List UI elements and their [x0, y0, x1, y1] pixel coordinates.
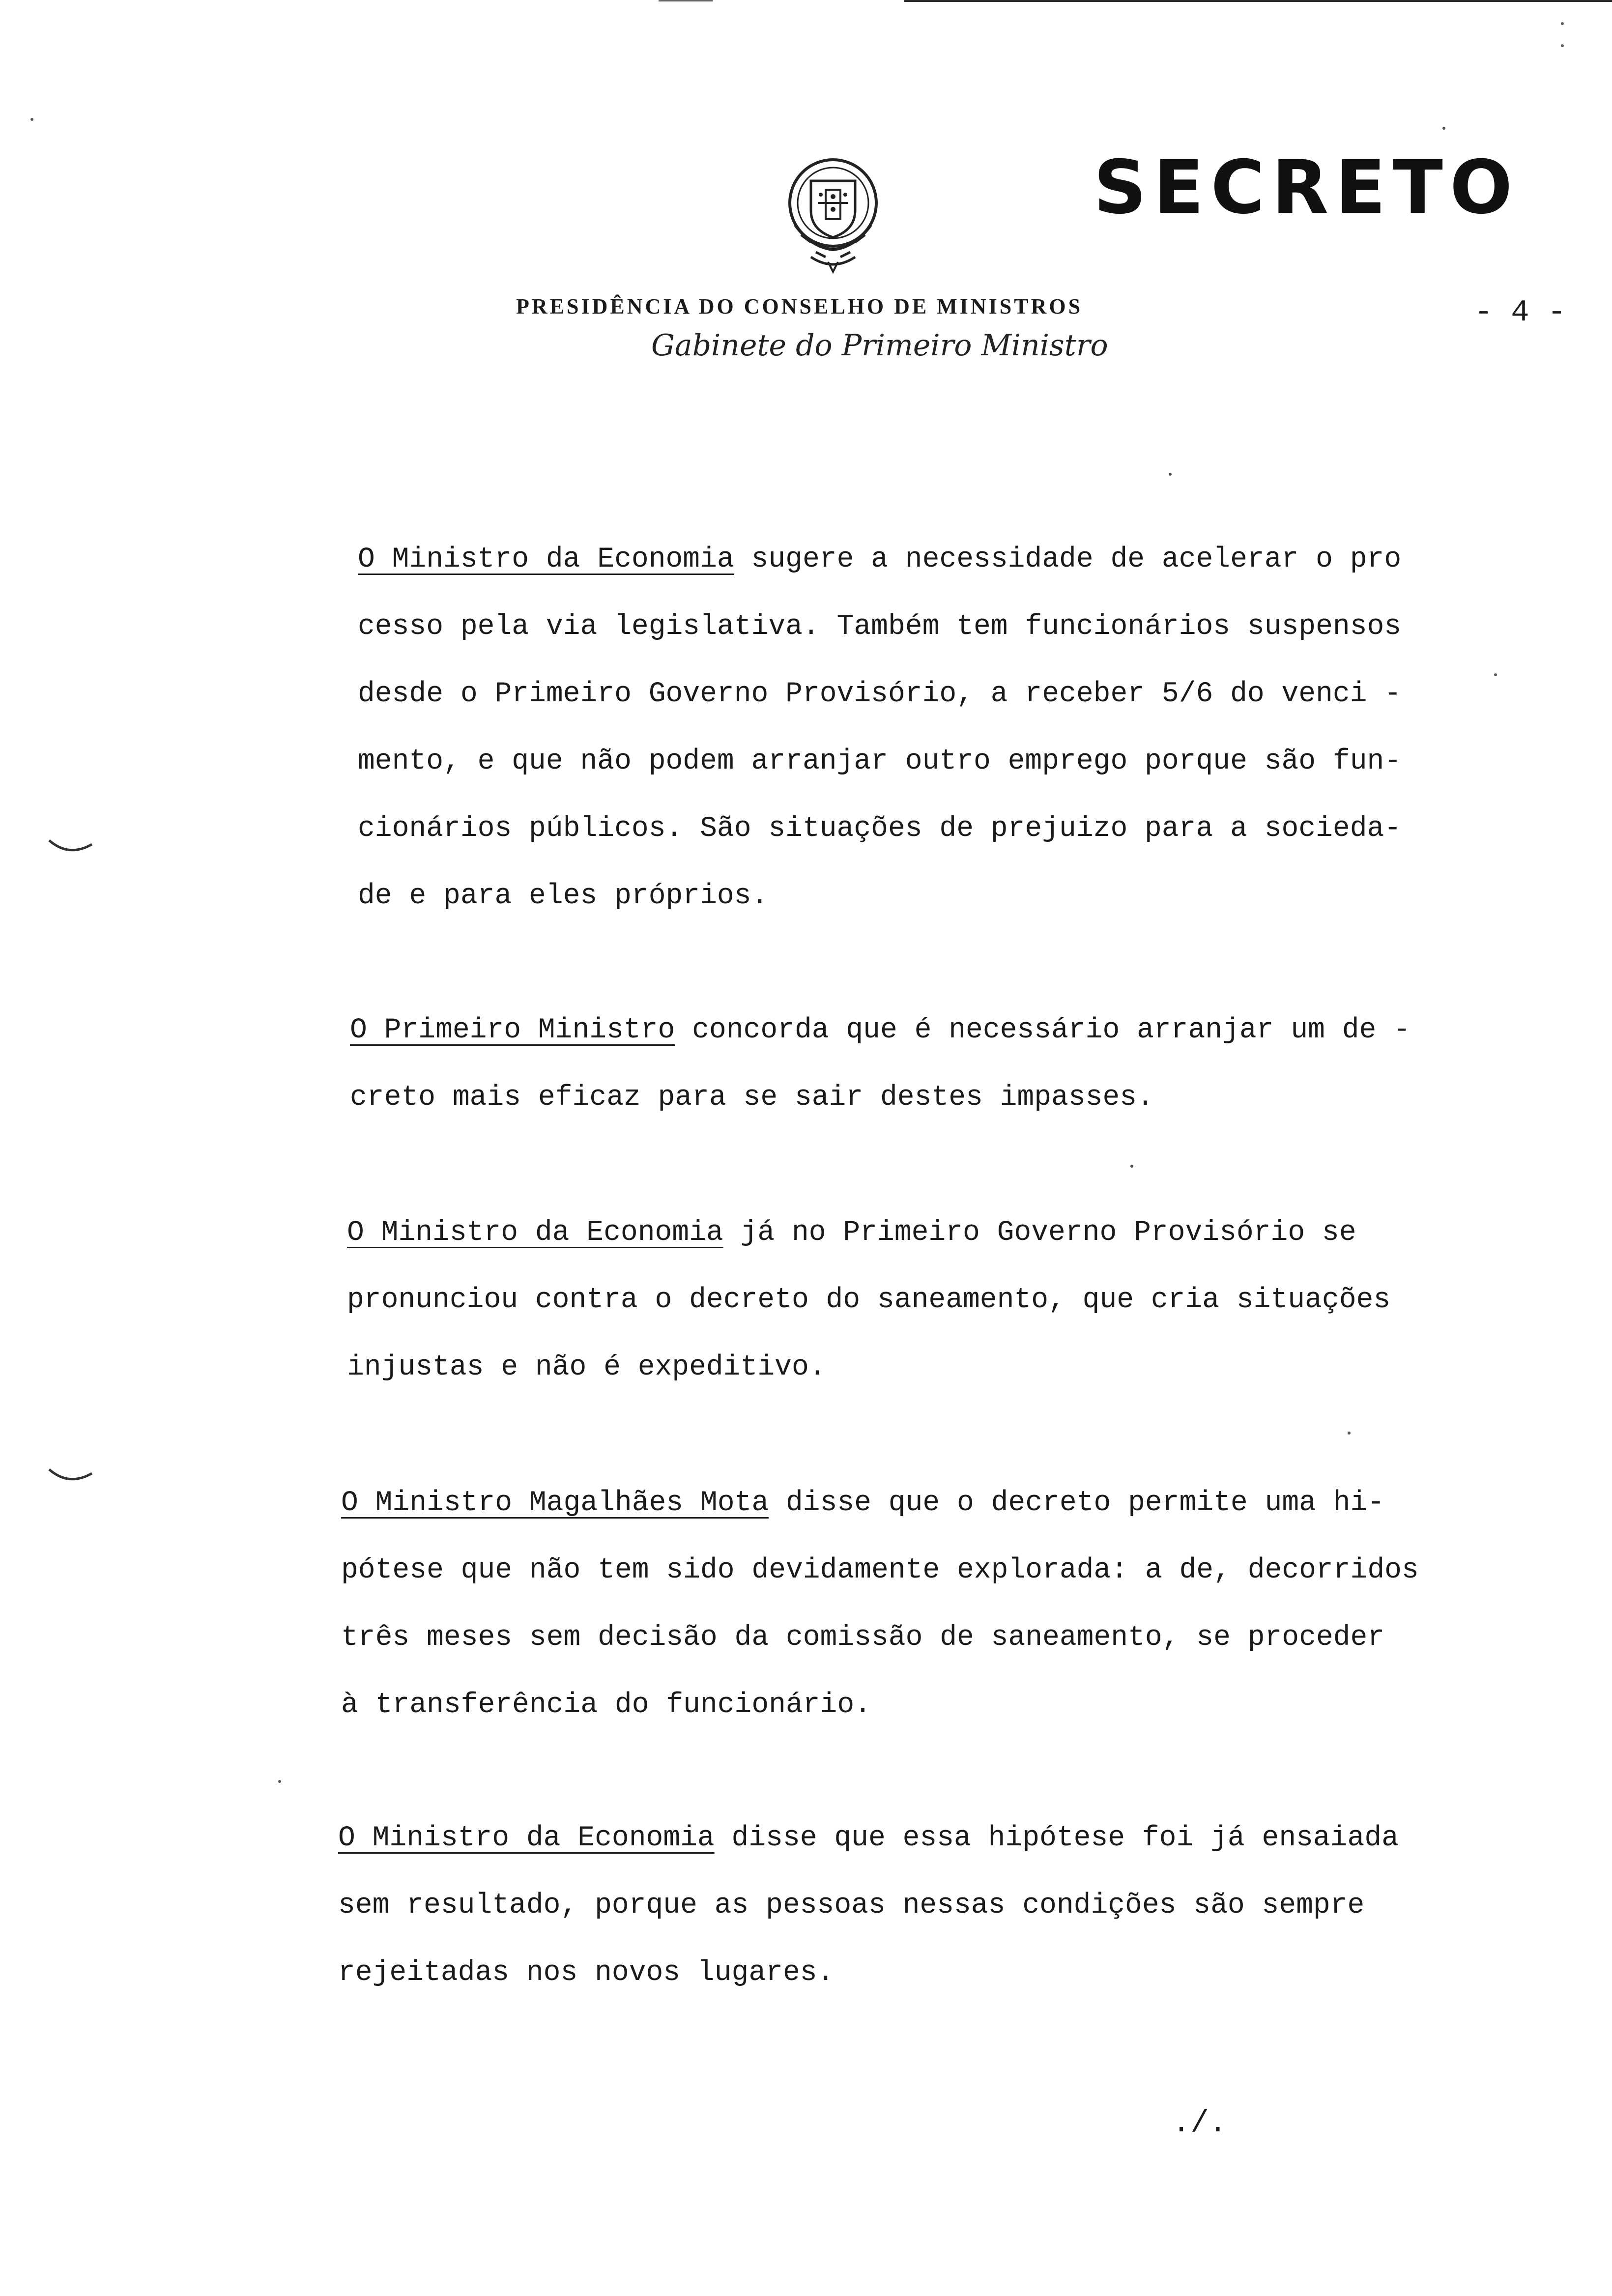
paragraph-line: creto mais eficaz para se sair destes impasses.	[350, 1082, 1154, 1114]
paragraph-line: mento, e que não podem arranjar outro emprego porque são fun-	[358, 746, 1402, 777]
paragraph-line: à transferência do funcionário.	[341, 1689, 871, 1721]
paragraph-line: pótese que não tem sido devidamente explorada: a de, decorridos	[341, 1554, 1419, 1586]
paragraph-line: três meses sem decisão da comissão de saneamento, se proceder	[341, 1622, 1385, 1654]
scan-speck	[1169, 473, 1172, 476]
scan-speck	[1130, 1165, 1133, 1168]
paragraph-text: concorda que é necessário arranjar um de -	[675, 1014, 1410, 1046]
paragraph-line: rejeitadas nos novos lugares.	[338, 1957, 835, 1989]
speaker-name: O Ministro da Economia	[347, 1217, 723, 1249]
speaker-name: O Ministro Magalhães Mota	[341, 1487, 769, 1519]
paragraph-text: disse que essa hipótese foi já ensaiada	[714, 1822, 1399, 1854]
minutes-paragraph	[350, 997, 1410, 1131]
paragraph-first-line	[347, 1199, 1390, 1266]
speaker-name: O Ministro da Economia	[338, 1822, 715, 1854]
paragraph-text: já no Primeiro Governo Provisório se	[723, 1217, 1356, 1249]
top-edge-line	[904, 0, 1612, 2]
paragraph-line: sem resultado, porque as pessoas nessas condições são sempre	[338, 1890, 1365, 1922]
paragraph-first-line	[358, 526, 1401, 593]
paragraph-first-line	[350, 997, 1410, 1064]
paragraph-line: cesso pela via legislativa. Também tem funcionários suspensos	[358, 611, 1402, 643]
coat-of-arms-emblem-icon	[781, 156, 885, 274]
scan-speck	[30, 118, 33, 121]
scan-speck	[1561, 22, 1564, 25]
minutes-paragraph	[347, 1199, 1390, 1401]
paragraph-first-line	[338, 1805, 1399, 1872]
speaker-name: O Ministro da Economia	[358, 544, 734, 575]
minutes-paragraph	[341, 1469, 1419, 1739]
cabinet-subheading: Gabinete do Primeiro Ministro	[651, 328, 1108, 363]
paragraph-line: cionários públicos. São situações de prejuizo para a socieda-	[358, 813, 1402, 845]
punch-hole-mark	[47, 1464, 96, 1489]
paragraph-text: disse que o decreto permite uma hi-	[769, 1487, 1385, 1519]
scan-speck	[1494, 673, 1497, 676]
paragraph-first-line	[341, 1469, 1419, 1537]
top-edge-mark	[659, 0, 713, 1]
paragraph-text: sugere a necessidade de acelerar o pro	[734, 544, 1402, 575]
minutes-paragraph	[338, 1805, 1399, 2007]
continuation-mark: ./.	[1172, 2106, 1227, 2141]
punch-hole-mark	[47, 835, 96, 860]
minutes-paragraph	[358, 526, 1401, 930]
scan-speck	[1442, 127, 1445, 130]
page-number: - 4 -	[1474, 295, 1566, 330]
paragraph-line: pronunciou contra o decreto do saneamento, que cria situações	[347, 1284, 1391, 1316]
paragraph-line: desde o Primeiro Governo Provisório, a receber 5/6 do venci -	[358, 678, 1402, 710]
speaker-name: O Primeiro Ministro	[350, 1014, 675, 1046]
office-heading: PRESIDÊNCIA DO CONSELHO DE MINISTROS	[516, 294, 1083, 318]
classification-stamp: SECRETO	[1094, 145, 1520, 230]
paragraph-line: injustas e não é expeditivo.	[347, 1351, 826, 1383]
scan-speck	[1348, 1432, 1351, 1435]
paragraph-line: de e para eles próprios.	[358, 880, 769, 912]
scan-speck	[278, 1780, 281, 1783]
scan-speck	[1561, 44, 1564, 47]
